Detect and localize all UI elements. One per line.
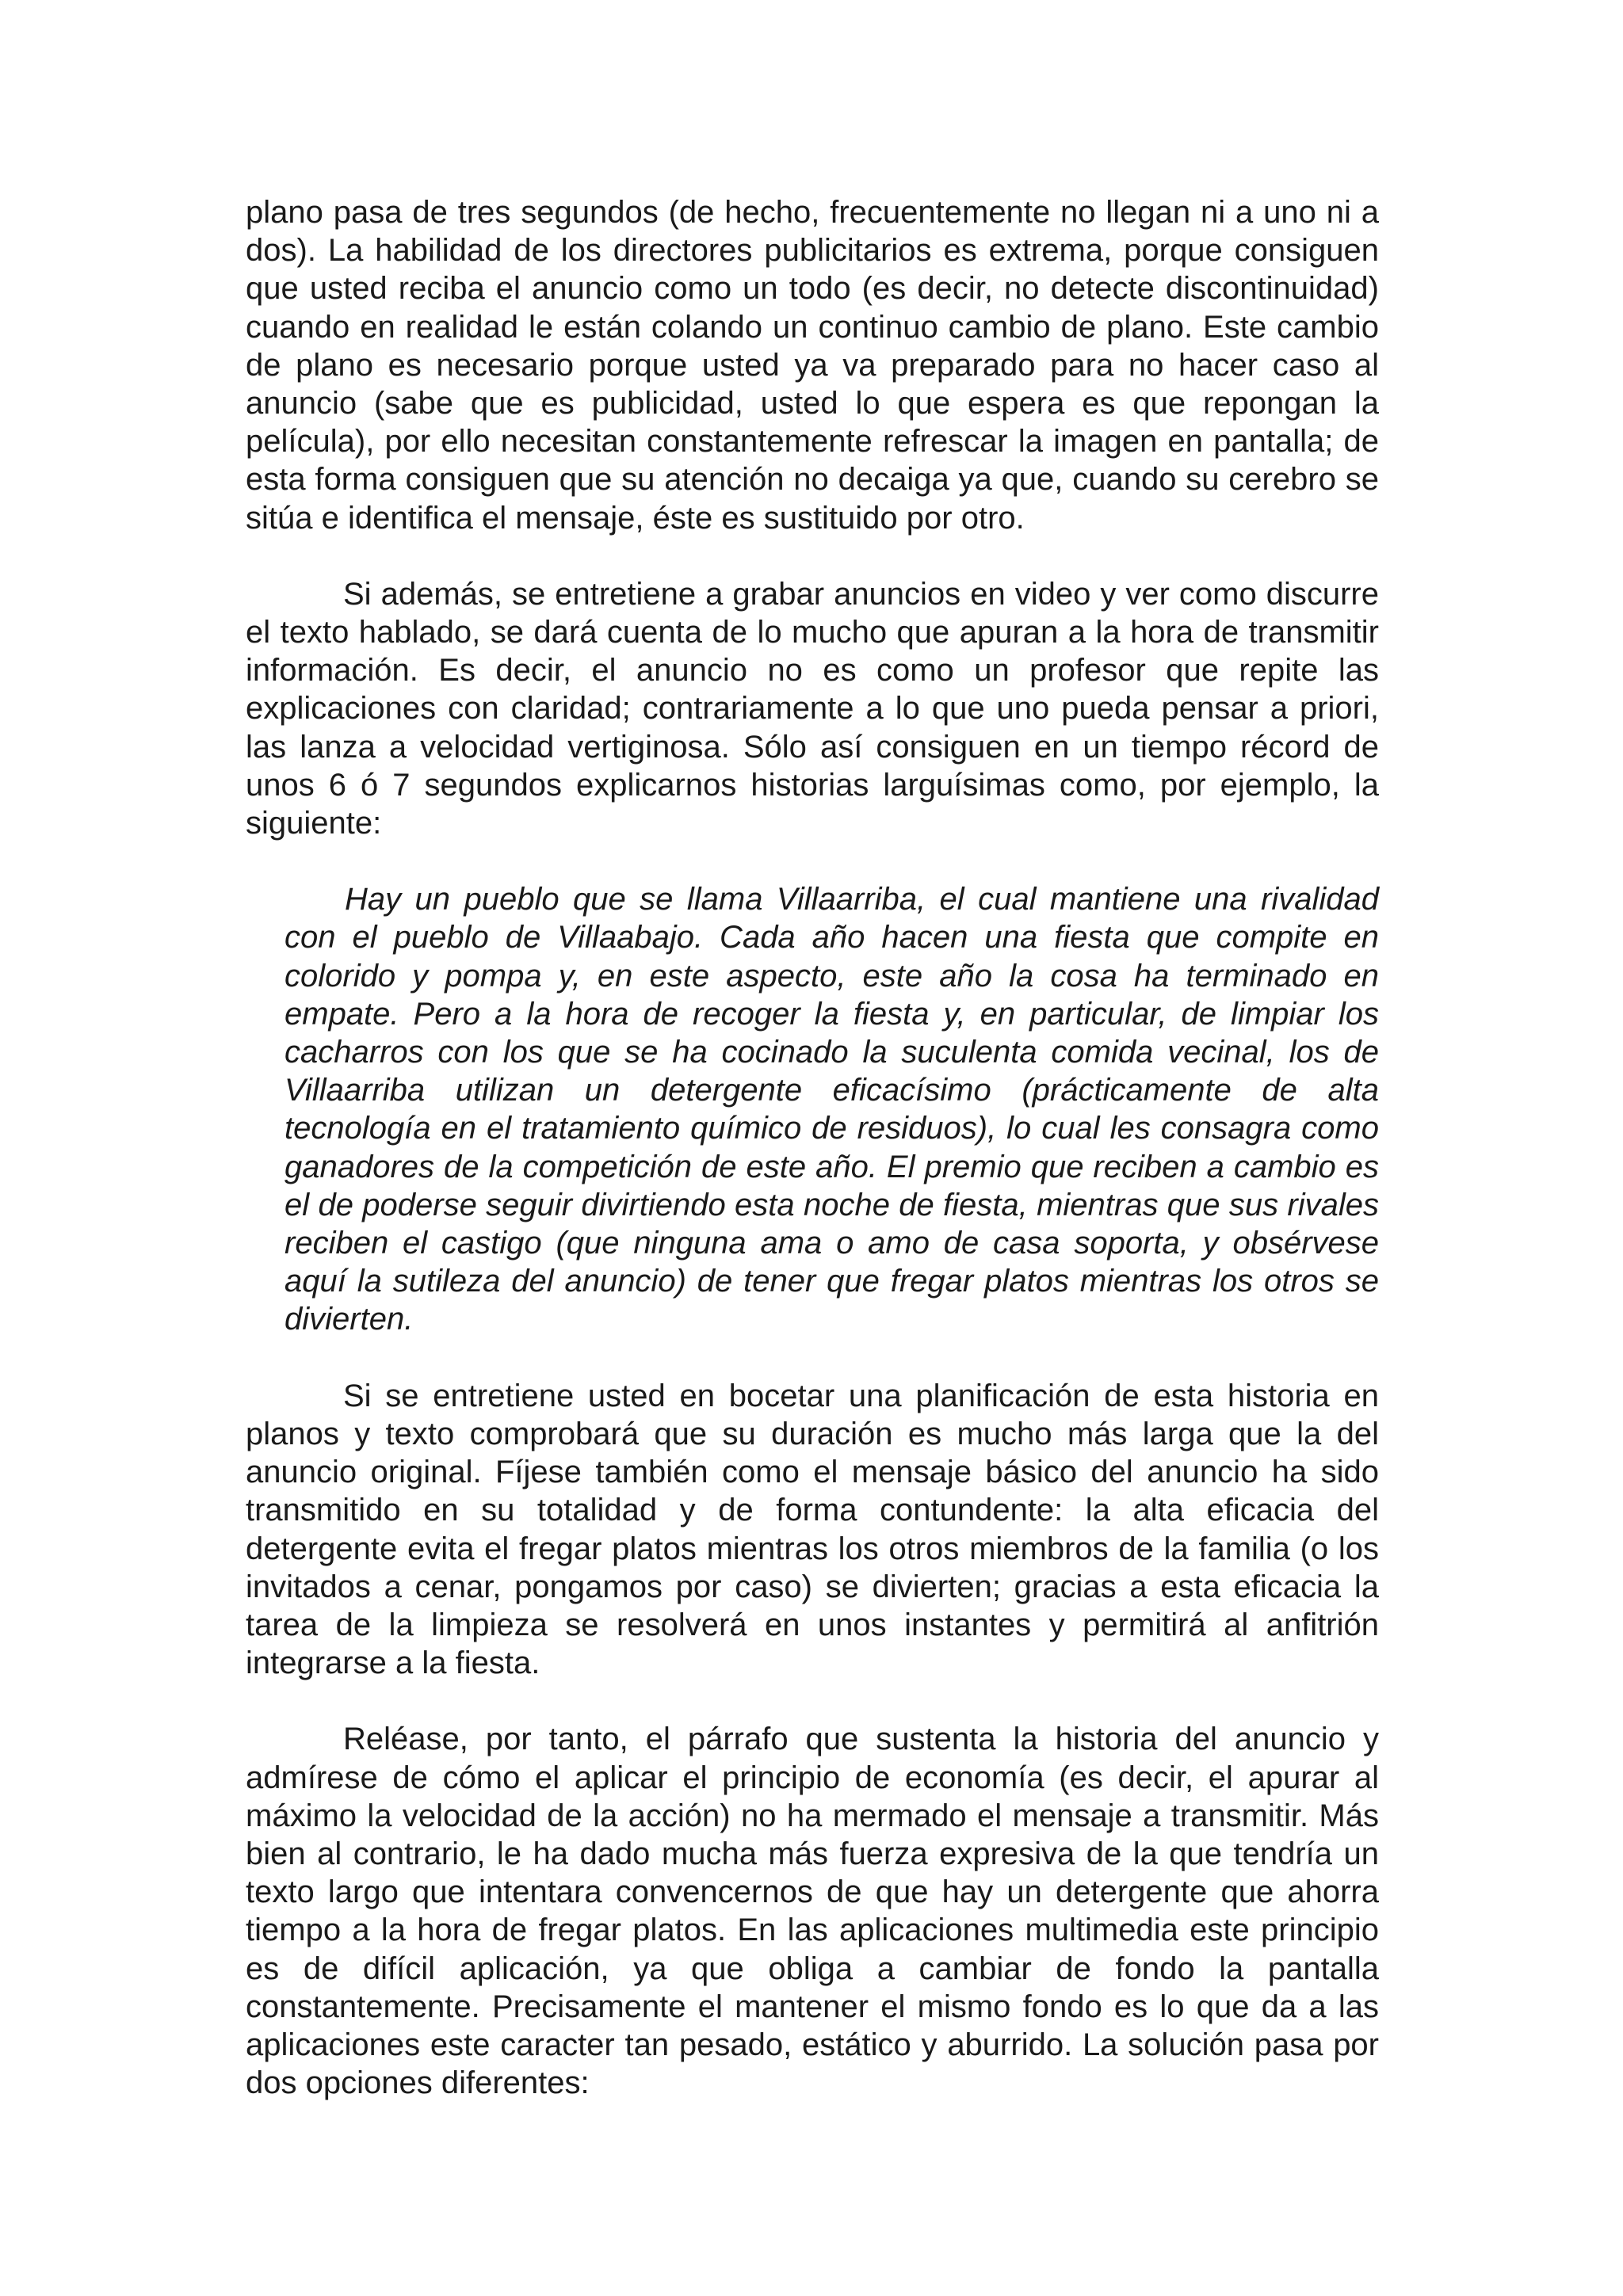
quoted-story: Hay un pueblo que se llama Villaarriba, el cual mantiene una rivalidad con el pueblo de Villaabajo. Cada año hacen una fiesta que compite en colorido y pompa y, en este aspecto, este año la cosa ha terminado en empate. Pero a la hora de recoger la fiesta y, en particular, de limpiar los cacharros con los que se ha cocinado la suculenta comida vecinal, los de Villaarriba utilizan un detergente eficacísimo (prácticamente de alta tecnología en el tratamiento químico de residuos), lo cual les consagra como ganadores de la competición de este año. El premio que reciben a cambio es el de poderse seguir divirtiendo esta noche de fiesta, mientras que sus rivales reciben el castigo (que ninguna ama o amo de casa soporta, y obsérvese aquí la sutileza del anuncio) de tener que fregar platos mientras los otros se divierten.: [285, 882, 1379, 1337]
paragraph-continuation: plano pasa de tres segundos (de hecho, frecuentemente no llegan ni a uno ni a dos). La habilidad de los directores publicitarios es extrema, porque consiguen que usted reciba el anuncio como un todo (es decir, no detecte discontinuidad) cuando en realidad le están colando un continuo cambio de plano. Este cambio de plano es necesario porque usted ya va preparado para no hacer caso al anuncio (sabe que es publicidad, usted lo que espera es que repongan la película), por ello necesitan constantemente refrescar la imagen en pantalla; de esta forma consiguen que su atención no decaiga ya que, cuando su cerebro se sitúa e identifica el mensaje, éste es sustituido por otro.: [246, 195, 1379, 536]
paragraph-planning: Si se entretiene usted en bocetar una planificación de esta historia en planos y texto comprobará que su duración es mucho más larga que la del anuncio original. Fíjese también como el mensaje básico del anuncio ha sido transmitido en su totalidad y de forma contundente: la alta eficacia del detergente evita el fregar platos mientras los otros miembros de la familia (o los invitados a cenar, pongamos por caso) se divierten; gracias a esta eficacia la tarea de la limpieza se resolverá en unos instantes y permitirá al anfitrión integrarse a la fiesta.: [246, 1378, 1379, 1681]
paragraph-video-ads: Si además, se entretiene a grabar anuncios en video y ver como discurre el texto hablado, se dará cuenta de lo mucho que apuran a la hora de transmitir información. Es decir, el anuncio no es como un profesor que repite las explicaciones con claridad; contrariamente a lo que uno pueda pensar a priori, las lanza a velocidad vertiginosa. Sólo así consiguen en un tiempo récord de unos 6 ó 7 segundos explicarnos historias larguísimas como, por ejemplo, la siguiente:: [246, 576, 1379, 841]
body-text: [246, 193, 1379, 2102]
paragraph-economy-principle: Reléase, por tanto, el párrafo que sustenta la historia del anuncio y admírese de cómo el aplicar el principio de economía (es decir, el apurar al máximo la velocidad de la acción) no ha mermado el mensaje a transmitir. Más bien al contrario, le ha dado mucha más fuerza expresiva de la que tendría un texto largo que intentara convencernos de que hay un detergente que ahorra tiempo a la hora de fregar platos. En las aplicaciones multimedia este principio es de difícil aplicación, ya que obliga a cambiar de fondo la pantalla constantemente. Precisamente el mantener el mismo fondo es lo que da a las aplicaciones este caracter tan pesado, estático y aburrido. La solución pasa por dos opciones diferentes:: [246, 1722, 1379, 2101]
